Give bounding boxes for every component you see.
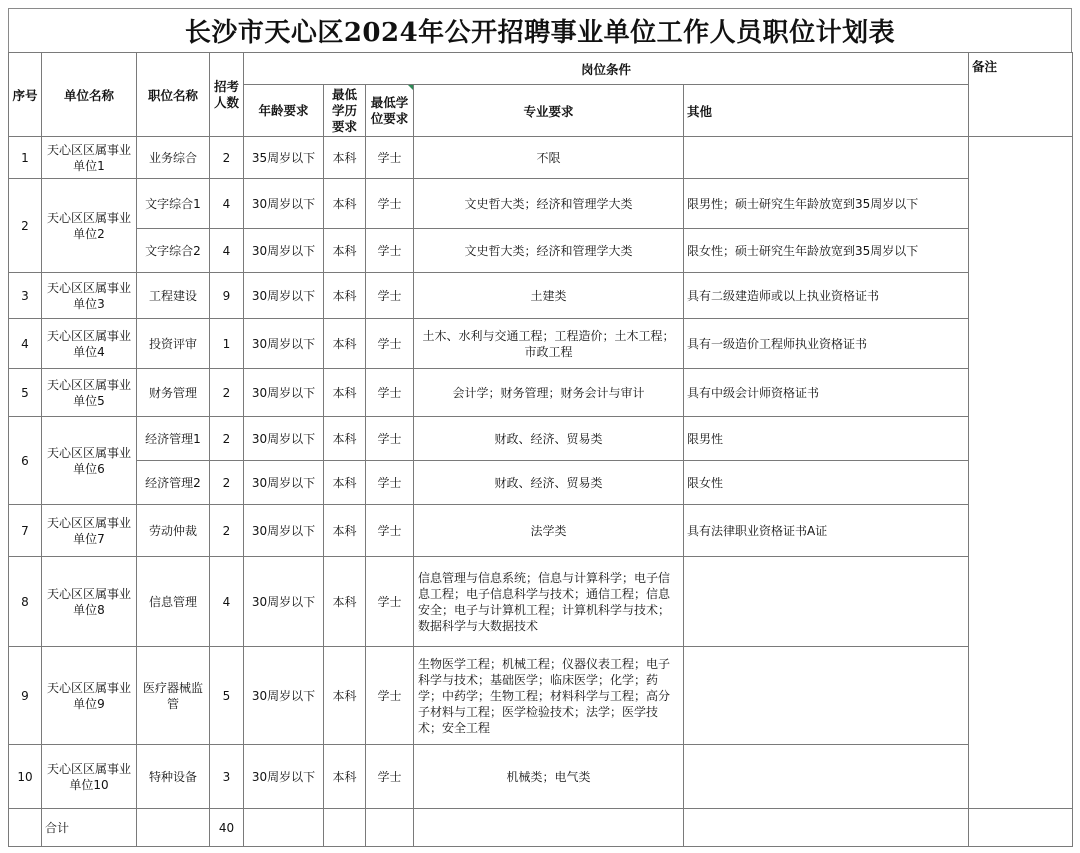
row-count: 2 [210, 505, 244, 557]
total-count: 40 [210, 809, 244, 847]
header-age: 年龄要求 [244, 85, 324, 137]
row-count: 1 [210, 319, 244, 369]
total-position [137, 809, 210, 847]
row-degree: 学士 [366, 461, 414, 505]
row-edu: 本科 [324, 417, 366, 461]
total-seq [9, 809, 42, 847]
row-major: 文史哲大类；经济和管理学大类 [414, 229, 684, 273]
total-edu [324, 809, 366, 847]
row-edu: 本科 [324, 647, 366, 745]
row-count: 4 [210, 179, 244, 229]
table-row [9, 461, 1073, 505]
row-seq: 2 [9, 179, 42, 273]
header-row-top [9, 53, 1073, 85]
row-position: 投资评审 [137, 319, 210, 369]
row-seq: 1 [9, 137, 42, 179]
row-count: 9 [210, 273, 244, 319]
table-row [9, 179, 1073, 229]
row-age: 30周岁以下 [244, 273, 324, 319]
row-other: 具有法律职业资格证书A证 [684, 505, 969, 557]
row-seq: 4 [9, 319, 42, 369]
total-age [244, 809, 324, 847]
header-seq: 序号 [9, 53, 42, 137]
row-age: 30周岁以下 [244, 179, 324, 229]
row-major: 机械类；电气类 [414, 745, 684, 809]
row-degree: 学士 [366, 647, 414, 745]
row-position: 特种设备 [137, 745, 210, 809]
row-seq: 5 [9, 369, 42, 417]
table-row [9, 137, 1073, 179]
row-age: 30周岁以下 [244, 557, 324, 647]
row-age: 30周岁以下 [244, 745, 324, 809]
table-row [9, 745, 1073, 809]
row-edu: 本科 [324, 369, 366, 417]
row-position: 信息管理 [137, 557, 210, 647]
table-row [9, 369, 1073, 417]
header-position: 职位名称 [137, 53, 210, 137]
row-major: 法学类 [414, 505, 684, 557]
row-edu: 本科 [324, 505, 366, 557]
header-count: 招考人数 [210, 53, 244, 137]
row-degree: 学士 [366, 417, 414, 461]
header-degree: 最低学位要求 [366, 85, 414, 137]
row-other [684, 557, 969, 647]
row-degree: 学士 [366, 557, 414, 647]
row-edu: 本科 [324, 273, 366, 319]
row-other [684, 745, 969, 809]
total-other [684, 809, 969, 847]
row-age: 30周岁以下 [244, 461, 324, 505]
row-position: 劳动仲裁 [137, 505, 210, 557]
row-count: 2 [210, 461, 244, 505]
row-seq: 10 [9, 745, 42, 809]
row-degree: 学士 [366, 505, 414, 557]
row-position: 医疗器械监管 [137, 647, 210, 745]
row-unit: 天心区区属事业单位8 [42, 557, 137, 647]
row-unit: 天心区区属事业单位1 [42, 137, 137, 179]
row-age: 30周岁以下 [244, 647, 324, 745]
total-major [414, 809, 684, 847]
table-row [9, 505, 1073, 557]
row-other [684, 647, 969, 745]
row-edu: 本科 [324, 137, 366, 179]
row-degree: 学士 [366, 229, 414, 273]
row-other: 具有一级造价工程师执业资格证书 [684, 319, 969, 369]
row-major: 财政、经济、贸易类 [414, 461, 684, 505]
row-count: 4 [210, 229, 244, 273]
row-other: 限男性；硕士研究生年龄放宽到35周岁以下 [684, 179, 969, 229]
row-unit: 天心区区属事业单位3 [42, 273, 137, 319]
row-degree: 学士 [366, 319, 414, 369]
row-position: 文字综合1 [137, 179, 210, 229]
row-edu: 本科 [324, 179, 366, 229]
table-row [9, 229, 1073, 273]
row-degree: 学士 [366, 273, 414, 319]
row-seq: 7 [9, 505, 42, 557]
row-major: 文史哲大类；经济和管理学大类 [414, 179, 684, 229]
header-conditions: 岗位条件 [244, 53, 969, 85]
row-unit: 天心区区属事业单位10 [42, 745, 137, 809]
row-edu: 本科 [324, 229, 366, 273]
row-unit: 天心区区属事业单位9 [42, 647, 137, 745]
row-unit: 天心区区属事业单位2 [42, 179, 137, 273]
row-major: 会计学；财务管理；财务会计与审计 [414, 369, 684, 417]
row-position: 经济管理1 [137, 417, 210, 461]
row-degree: 学士 [366, 137, 414, 179]
row-major: 生物医学工程；机械工程；仪器仪表工程；电子科学与技术；基础医学；临床医学；化学；药学；中药学；生物工程；材料科学与工程；高分子材料与工程；医学检验技术；法学；医学技术；安全工程 [414, 647, 684, 745]
row-major: 财政、经济、贸易类 [414, 417, 684, 461]
row-other [684, 137, 969, 179]
row-edu: 本科 [324, 557, 366, 647]
row-other: 具有中级会计师资格证书 [684, 369, 969, 417]
header-other: 其他 [684, 85, 969, 137]
row-unit: 天心区区属事业单位4 [42, 319, 137, 369]
document-title: 长沙市天心区2024年公开招聘事业单位工作人员职位计划表 [8, 8, 1072, 52]
remark-column [969, 137, 1073, 809]
total-degree [366, 809, 414, 847]
table-row [9, 557, 1073, 647]
row-degree: 学士 [366, 179, 414, 229]
row-seq: 8 [9, 557, 42, 647]
total-row [9, 809, 1073, 847]
row-degree: 学士 [366, 745, 414, 809]
row-age: 35周岁以下 [244, 137, 324, 179]
position-plan-table [8, 52, 1073, 847]
row-major: 土建类 [414, 273, 684, 319]
row-count: 2 [210, 369, 244, 417]
row-unit: 天心区区属事业单位5 [42, 369, 137, 417]
total-label: 合计 [42, 809, 137, 847]
row-other: 限男性 [684, 417, 969, 461]
header-major: 专业要求 [414, 85, 684, 137]
row-edu: 本科 [324, 319, 366, 369]
row-major: 不限 [414, 137, 684, 179]
header-remark: 备注 [969, 53, 1073, 137]
table-row [9, 273, 1073, 319]
row-other: 限女性；硕士研究生年龄放宽到35周岁以下 [684, 229, 969, 273]
row-position: 工程建设 [137, 273, 210, 319]
row-count: 5 [210, 647, 244, 745]
row-count: 2 [210, 417, 244, 461]
table-row [9, 647, 1073, 745]
row-degree: 学士 [366, 369, 414, 417]
row-position: 业务综合 [137, 137, 210, 179]
row-age: 30周岁以下 [244, 505, 324, 557]
row-seq: 9 [9, 647, 42, 745]
row-unit: 天心区区属事业单位6 [42, 417, 137, 505]
row-position: 财务管理 [137, 369, 210, 417]
row-position: 文字综合2 [137, 229, 210, 273]
row-other: 限女性 [684, 461, 969, 505]
row-seq: 6 [9, 417, 42, 505]
row-edu: 本科 [324, 745, 366, 809]
row-age: 30周岁以下 [244, 369, 324, 417]
total-remark [969, 809, 1073, 847]
row-other: 具有二级建造师或以上执业资格证书 [684, 273, 969, 319]
header-unit: 单位名称 [42, 53, 137, 137]
row-age: 30周岁以下 [244, 319, 324, 369]
row-position: 经济管理2 [137, 461, 210, 505]
row-edu: 本科 [324, 461, 366, 505]
table-row [9, 417, 1073, 461]
row-age: 30周岁以下 [244, 417, 324, 461]
header-edu: 最低学历要求 [324, 85, 366, 137]
table-row [9, 319, 1073, 369]
row-seq: 3 [9, 273, 42, 319]
row-count: 3 [210, 745, 244, 809]
row-age: 30周岁以下 [244, 229, 324, 273]
row-count: 2 [210, 137, 244, 179]
row-major: 信息管理与信息系统；信息与计算科学；电子信息工程；电子信息科学与技术；通信工程；信息安全；电子与计算机工程；计算机科学与技术；数据科学与大数据技术 [414, 557, 684, 647]
row-count: 4 [210, 557, 244, 647]
row-major: 土木、水利与交通工程；工程造价；土木工程；市政工程 [414, 319, 684, 369]
row-unit: 天心区区属事业单位7 [42, 505, 137, 557]
